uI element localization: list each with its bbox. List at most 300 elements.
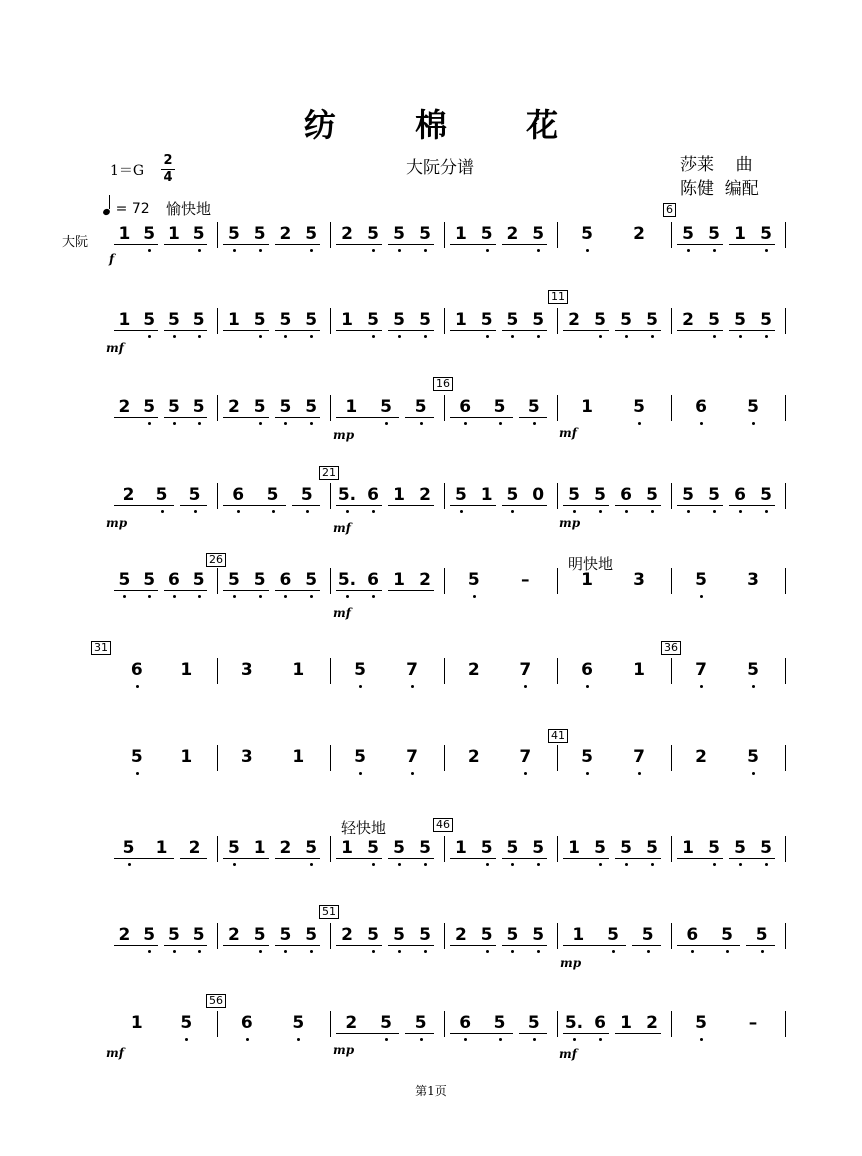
quarter-note-icon <box>102 208 111 216</box>
barline <box>444 1011 445 1037</box>
note: 5 <box>454 485 467 505</box>
octave-dot <box>259 950 262 953</box>
note: 1 <box>345 397 358 417</box>
note: 5 <box>532 925 545 945</box>
octave-dot <box>198 950 201 953</box>
barline <box>330 308 331 334</box>
barline <box>671 308 672 334</box>
note: 6 <box>594 1013 606 1033</box>
octave-dot <box>765 335 768 338</box>
octave-dot <box>372 863 375 866</box>
barline <box>671 483 672 509</box>
dynamic-marking: mp <box>559 516 581 530</box>
note: 2 <box>506 224 519 244</box>
note: 5 <box>167 397 180 417</box>
note: 5 <box>755 925 768 945</box>
barline <box>217 395 218 421</box>
barline <box>671 222 672 248</box>
note: 5 <box>480 310 493 330</box>
beam-line <box>677 330 723 331</box>
note: 5 <box>143 397 156 417</box>
octave-dot <box>198 595 201 598</box>
measure-number: 21 <box>319 466 339 480</box>
note: 5 <box>620 310 632 330</box>
note: 5 <box>367 838 379 858</box>
note: 5 <box>480 838 493 858</box>
octave-dot <box>259 249 262 252</box>
barline <box>330 483 331 509</box>
octave-dot <box>424 950 427 953</box>
beam-line <box>450 505 496 506</box>
beam-line <box>114 945 158 946</box>
beam-line <box>275 858 321 859</box>
octave-dot <box>198 249 201 252</box>
octave-dot <box>739 863 742 866</box>
note: 2 <box>279 224 292 244</box>
note: 5 <box>414 1013 427 1033</box>
beam-line <box>180 858 207 859</box>
note: 5 <box>192 397 205 417</box>
barline <box>785 1011 786 1037</box>
note: 5. <box>337 570 357 590</box>
note: 5 <box>747 660 759 680</box>
octave-dot <box>136 685 139 688</box>
note: 5 <box>695 1013 707 1033</box>
octave-dot <box>511 863 514 866</box>
octave-dot <box>573 510 576 513</box>
note: 5 <box>568 485 580 505</box>
note: 5 <box>480 925 493 945</box>
note: 5 <box>305 397 318 417</box>
note: 5 <box>227 224 240 244</box>
octave-dot <box>599 335 602 338</box>
octave-dot <box>128 863 131 866</box>
beam-line <box>275 330 321 331</box>
note: 1 <box>227 310 240 330</box>
note: 5 <box>253 397 266 417</box>
octave-dot <box>136 772 139 775</box>
note: 5 <box>708 224 720 244</box>
dynamic-marking: mf <box>333 606 351 620</box>
key-signature: 1＝G <box>110 163 145 179</box>
octave-dot <box>752 685 755 688</box>
note: 5 <box>493 1013 506 1033</box>
octave-dot <box>148 422 151 425</box>
dynamic-marking: mf <box>333 521 351 535</box>
octave-dot <box>297 1038 300 1041</box>
note: 2 <box>341 925 353 945</box>
octave-dot <box>586 249 589 252</box>
beam-line <box>336 590 382 591</box>
composer-credit: 莎莱 曲 <box>680 155 753 175</box>
measure-number: 26 <box>206 553 226 567</box>
note: 5 <box>419 925 431 945</box>
note: 5 <box>708 485 720 505</box>
barline <box>557 923 558 949</box>
note: 1 <box>454 224 467 244</box>
note: 5 <box>188 485 201 505</box>
barline <box>217 1011 218 1037</box>
octave-dot <box>687 510 690 513</box>
note: – <box>748 1013 758 1033</box>
octave-dot <box>537 249 540 252</box>
note: 1 <box>180 660 193 680</box>
barline <box>330 222 331 248</box>
beam-line <box>336 330 382 331</box>
measure-number: 6 <box>663 203 676 217</box>
note: 6 <box>581 660 593 680</box>
beam-line <box>405 417 434 418</box>
note: 1 <box>620 1013 632 1033</box>
beam-line <box>450 858 496 859</box>
octave-dot <box>398 863 401 866</box>
octave-dot <box>647 950 650 953</box>
octave-dot <box>651 863 654 866</box>
note: 5 <box>155 485 168 505</box>
barline <box>444 658 445 684</box>
note: 5 <box>493 397 506 417</box>
barline <box>444 745 445 771</box>
note: 5 <box>641 925 654 945</box>
octave-dot <box>625 335 628 338</box>
note: 1 <box>180 747 193 767</box>
octave-dot <box>148 335 151 338</box>
octave-dot <box>420 422 423 425</box>
note: 7 <box>406 660 418 680</box>
barline <box>557 1011 558 1037</box>
barline <box>557 568 558 594</box>
measure-number: 11 <box>548 290 568 304</box>
barline <box>557 222 558 248</box>
note: 2 <box>118 397 131 417</box>
note: 5 <box>167 925 180 945</box>
octave-dot <box>700 595 703 598</box>
barline <box>444 568 445 594</box>
dynamic-marking: mp <box>560 956 582 970</box>
octave-dot <box>173 422 176 425</box>
note: 2 <box>227 925 240 945</box>
note: 5 <box>122 838 135 858</box>
octave-dot <box>148 950 151 953</box>
note: 5 <box>167 310 180 330</box>
note: 5 <box>467 570 480 590</box>
barline <box>217 568 218 594</box>
barline <box>330 745 331 771</box>
note: 5 <box>380 397 392 417</box>
beam-line <box>114 858 174 859</box>
note: 5 <box>279 925 292 945</box>
dynamic-marking: mf <box>106 341 124 355</box>
note: 5 <box>620 838 632 858</box>
beam-line <box>223 590 269 591</box>
octave-dot <box>713 249 716 252</box>
octave-dot <box>359 685 362 688</box>
note: 5 <box>747 747 759 767</box>
octave-dot <box>625 863 628 866</box>
beam-line <box>388 858 434 859</box>
beam-line <box>114 417 158 418</box>
octave-dot <box>739 510 742 513</box>
beam-line <box>519 417 547 418</box>
octave-dot <box>284 950 287 953</box>
octave-dot <box>173 335 176 338</box>
note: 1 <box>167 224 180 244</box>
octave-dot <box>398 335 401 338</box>
octave-dot <box>385 422 388 425</box>
note: 5 <box>419 838 431 858</box>
octave-dot <box>612 950 615 953</box>
note: 7 <box>519 747 532 767</box>
note: 5 <box>760 224 772 244</box>
octave-dot <box>486 863 489 866</box>
octave-dot <box>424 335 427 338</box>
note: 3 <box>240 660 253 680</box>
note: 5 <box>143 310 156 330</box>
octave-dot <box>638 772 641 775</box>
octave-dot <box>687 249 690 252</box>
note: 2 <box>122 485 135 505</box>
note: 2 <box>188 838 201 858</box>
note: 5 <box>682 485 694 505</box>
note: 6 <box>734 485 746 505</box>
note: 5 <box>367 925 379 945</box>
note: 5 <box>227 838 240 858</box>
expression-3: 轻快地 <box>341 819 387 837</box>
octave-dot <box>691 950 694 953</box>
beam-line <box>164 945 208 946</box>
barline <box>557 836 558 862</box>
beam-line <box>615 505 661 506</box>
octave-dot <box>310 335 313 338</box>
beam-line <box>180 505 207 506</box>
octave-dot <box>537 335 540 338</box>
note: 5 <box>734 310 746 330</box>
page-number: 第1页 <box>415 1084 447 1098</box>
note: 5 <box>305 925 318 945</box>
octave-dot <box>700 685 703 688</box>
barline <box>671 395 672 421</box>
octave-dot <box>148 249 151 252</box>
note: 3 <box>747 570 759 590</box>
note: 1 <box>454 310 467 330</box>
score-title: 纺 棉 花 <box>303 106 593 144</box>
octave-dot <box>306 510 309 513</box>
note: 5 <box>180 1013 193 1033</box>
octave-dot <box>310 950 313 953</box>
beam-line <box>164 244 208 245</box>
note: 5 <box>393 925 405 945</box>
note: 7 <box>695 660 707 680</box>
octave-dot <box>537 863 540 866</box>
note: 2 <box>467 660 480 680</box>
octave-dot <box>346 510 349 513</box>
beam-line <box>336 505 382 506</box>
note: 6 <box>459 1013 472 1033</box>
beam-line <box>292 505 320 506</box>
note: 1 <box>118 310 131 330</box>
barline <box>217 836 218 862</box>
note: 1 <box>568 838 580 858</box>
note: 0 <box>532 485 545 505</box>
dynamic-marking: mf <box>559 1047 577 1061</box>
barline <box>785 658 786 684</box>
measure-number: 36 <box>661 641 681 655</box>
note: 5 <box>305 838 318 858</box>
octave-dot <box>765 249 768 252</box>
octave-dot <box>173 595 176 598</box>
measure-number: 16 <box>433 377 453 391</box>
octave-dot <box>524 772 527 775</box>
beam-line <box>502 330 548 331</box>
beam-line <box>450 1033 513 1034</box>
note: 5. <box>337 485 357 505</box>
beam-line <box>502 505 548 506</box>
octave-dot <box>499 422 502 425</box>
note: 3 <box>633 570 645 590</box>
barline <box>671 836 672 862</box>
beam-line <box>164 590 208 591</box>
beam-line <box>502 244 548 245</box>
note: 5 <box>192 224 205 244</box>
beam-line <box>563 505 609 506</box>
beam-line <box>729 858 775 859</box>
octave-dot <box>148 595 151 598</box>
note: 6 <box>167 570 180 590</box>
note: 5 <box>506 485 519 505</box>
octave-dot <box>411 685 414 688</box>
note: 5 <box>192 925 205 945</box>
measure-number: 41 <box>548 729 568 743</box>
note: 2 <box>695 747 707 767</box>
note: 5 <box>506 925 519 945</box>
note: 1 <box>341 310 353 330</box>
beam-line <box>223 505 286 506</box>
note: 5 <box>532 838 545 858</box>
note: 5 <box>760 838 772 858</box>
octave-dot <box>346 595 349 598</box>
note: 5 <box>581 224 593 244</box>
note: 1 <box>480 485 493 505</box>
octave-dot <box>198 422 201 425</box>
note: 1 <box>581 570 593 590</box>
note: 2 <box>454 925 467 945</box>
note: 5 <box>532 224 545 244</box>
note: 5 <box>253 570 266 590</box>
octave-dot <box>259 422 262 425</box>
note: 5 <box>682 224 694 244</box>
octave-dot <box>464 1038 467 1041</box>
note: 6 <box>232 485 245 505</box>
octave-dot <box>599 1038 602 1041</box>
octave-dot <box>424 863 427 866</box>
octave-dot <box>233 863 236 866</box>
note: 1 <box>393 485 405 505</box>
beam-line <box>388 244 434 245</box>
barline <box>330 658 331 684</box>
note: 1 <box>633 660 645 680</box>
beam-line <box>114 244 158 245</box>
note: 5 <box>506 838 519 858</box>
note: 5 <box>414 397 427 417</box>
octave-dot <box>259 335 262 338</box>
note: 5 <box>367 224 379 244</box>
note: 5 <box>527 397 540 417</box>
octave-dot <box>651 510 654 513</box>
dynamic-marking: mp <box>333 428 355 442</box>
note: 1 <box>734 224 746 244</box>
note: 7 <box>519 660 532 680</box>
dynamic-marking: f <box>109 252 115 266</box>
note: 5 <box>143 570 156 590</box>
barline <box>557 658 558 684</box>
octave-dot <box>511 335 514 338</box>
note: 5 <box>300 485 313 505</box>
beam-line <box>336 244 382 245</box>
octave-dot <box>726 950 729 953</box>
beam-line <box>519 1033 547 1034</box>
note: 5 <box>253 310 266 330</box>
measure-number: 46 <box>433 818 453 832</box>
note: 1 <box>118 224 131 244</box>
note: 5 <box>130 747 143 767</box>
beam-line <box>450 417 513 418</box>
barline <box>785 222 786 248</box>
beam-line <box>450 244 496 245</box>
beam-line <box>114 505 174 506</box>
measure-number: 31 <box>91 641 111 655</box>
beam-line <box>729 244 775 245</box>
note: 7 <box>406 747 418 767</box>
octave-dot <box>284 335 287 338</box>
note: 5 <box>760 485 772 505</box>
octave-dot <box>194 510 197 513</box>
octave-dot <box>524 685 527 688</box>
barline <box>785 395 786 421</box>
note: 2 <box>341 224 353 244</box>
note: 5 <box>646 310 658 330</box>
octave-dot <box>385 1038 388 1041</box>
note: 5 <box>192 570 205 590</box>
time-signature-top: 2 <box>163 153 173 168</box>
beam-line <box>388 330 434 331</box>
note: 2 <box>227 397 240 417</box>
note: 1 <box>130 1013 143 1033</box>
beam-line <box>336 417 399 418</box>
note: 5 <box>393 838 405 858</box>
expression-2: 明快地 <box>568 555 614 573</box>
beam-line <box>164 330 208 331</box>
note: 2 <box>118 925 131 945</box>
octave-dot <box>372 249 375 252</box>
octave-dot <box>259 595 262 598</box>
octave-dot <box>486 249 489 252</box>
note: 5 <box>708 838 720 858</box>
dynamic-marking: mp <box>106 516 128 530</box>
octave-dot <box>284 595 287 598</box>
beam-line <box>677 858 723 859</box>
octave-dot <box>372 335 375 338</box>
octave-dot <box>765 863 768 866</box>
octave-dot <box>310 595 313 598</box>
beam-line <box>336 1033 399 1034</box>
octave-dot <box>198 335 201 338</box>
octave-dot <box>651 335 654 338</box>
octave-dot <box>424 249 427 252</box>
beam-line <box>677 505 723 506</box>
octave-dot <box>161 510 164 513</box>
barline <box>444 395 445 421</box>
barline <box>444 483 445 509</box>
